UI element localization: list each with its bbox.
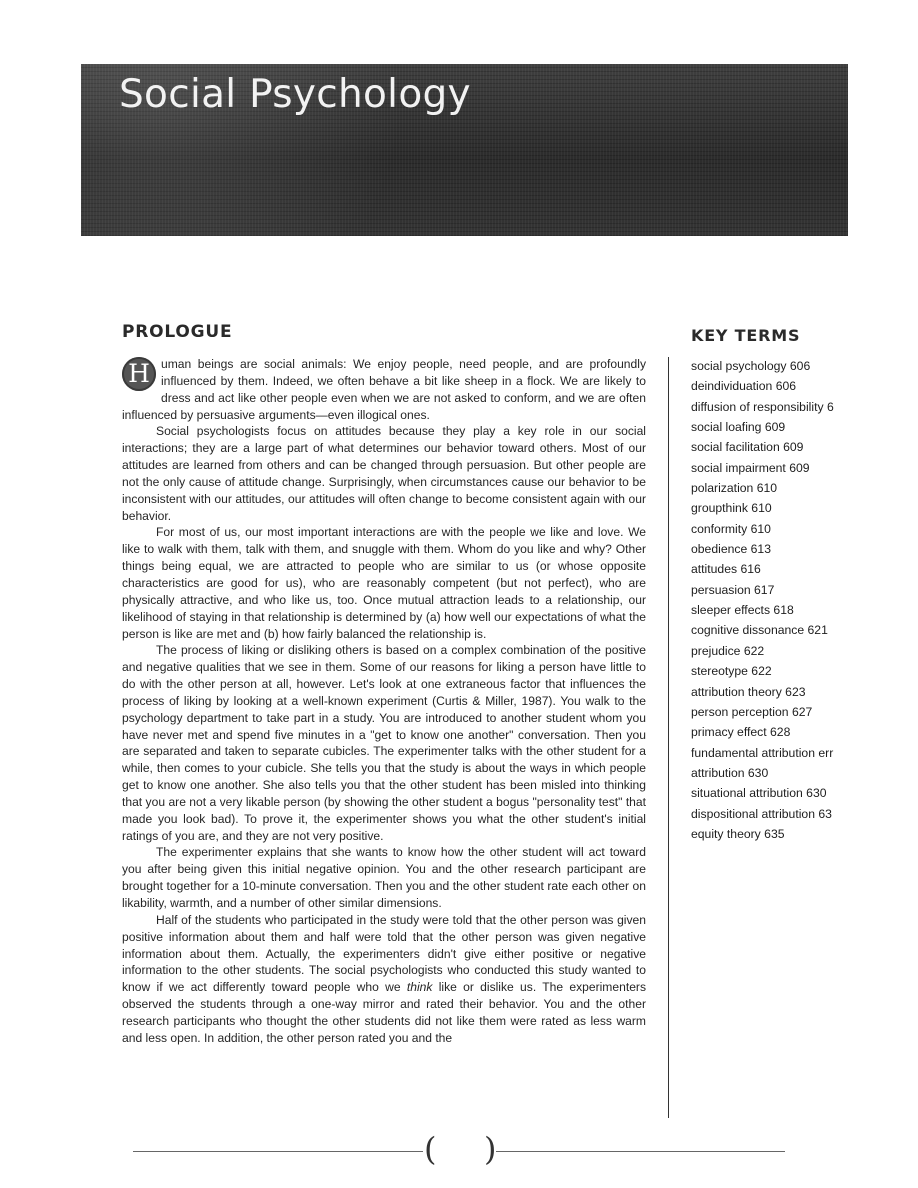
footer-right-bracket: ) [484, 1130, 497, 1168]
paragraph-1 [122, 356, 646, 423]
key-term-item: person perception 627 [691, 704, 813, 719]
key-term-item: conformity 610 [691, 521, 771, 536]
key-term-item: groupthink 610 [691, 501, 772, 516]
paragraph-1-text: uman beings are social animals: We enjoy people, need people, and are profoundly influenced by them. Indeed, we often behave a bit like sheep in a flock. We are likely to dress and act like other people even when we are not asked to conform, and we are often influenced by persuasive arguments—even illogical ones. [122, 357, 646, 422]
key-term-item: attitudes 616 [691, 562, 761, 577]
key-terms-list [691, 358, 848, 846]
paragraph-2: Social psychologists focus on attitudes because they play a key role in our social interactions; they are a large part of what determines our behavior toward others. Most of our attitudes are learned from others and can be changed through persuasion. But other people are not the only cause of attitude change. Surprisingly, when circumstances cause our behavior to be inconsistent with our attitudes, our attitudes will often change to become consistent again with our behavior. [122, 424, 646, 523]
key-term-item: dispositional attribution 63 [691, 806, 832, 821]
key-term-item: situational attribution 630 [691, 786, 827, 801]
key-term-item: cognitive dissonance 621 [691, 623, 828, 638]
paragraph-6 [122, 912, 646, 1047]
key-term-item: social psychology 606 [691, 359, 811, 373]
prologue-text [122, 356, 646, 1047]
key-term-item: social impairment 609 [691, 460, 810, 475]
chapter-title: Social Psychology [119, 72, 471, 117]
key-term-item: persuasion 617 [691, 582, 775, 597]
column-divider [668, 357, 669, 1118]
key-term-item: sleeper effects 618 [691, 603, 794, 618]
footer-rule-right [496, 1151, 785, 1152]
prologue-heading: PROLOGUE [122, 322, 233, 342]
paragraph-5: The experimenter explains that she wants to know how the other student will act toward you after being given this initial negative opinion. You and the other research participant are brought together for a 10-minute conversation. Then you and the other student rate each other on likability, warmth, and a number of other similar dimensions. [122, 845, 646, 910]
key-term-item: fundamental attribution err [691, 745, 834, 760]
key-term-item: diffusion of responsibility 6 [691, 399, 834, 414]
key-term-item: social loafing 609 [691, 420, 786, 435]
drop-cap: H [122, 357, 156, 391]
paragraph-4: The process of liking or disliking others is based on a complex combination of the positive and negative qualities that we see in them. Some of our reasons for liking a person have little to do with the other person at all, however. Let's look at one extraneous factor that influences the process of liking by looking at a well-known experiment (Curtis & Miller, 1987). You walk to the psychology department to take part in a study. You are introduced to another student whom you have never met and spend five minutes in a "get to know one another" conversation. Then you are separated and taken to separate cubicles. The experimenter talks with the other student for a while, then comes to your cubicle. She tells you that the study is about the ways in which people get to know one another. She also tells you that the other student has been misled into thinking that you are not a very likable person (by showing the other student a bogus "personality test" that made you look bad). To prove it, the experimenter shows you what the other student's initial ratings of you are, and they are not very positive. [122, 643, 646, 843]
key-term-item: polarization 610 [691, 481, 778, 496]
footer-left-bracket: ( [424, 1130, 437, 1168]
key-term-item: primacy effect 628 [691, 725, 791, 740]
key-term-item: deindividuation 606 [691, 379, 797, 394]
paragraph-6-emphasis: think [406, 980, 433, 995]
paragraph-6-text-b: like or dislike us. The experimenters observed the students through a one-way mirror and rated their behavior. You and the other research participants who thought the other students did not like them were rated as less warm and less open. In addition, the other person rated you and the [122, 980, 646, 1045]
key-term-item: obedience 613 [691, 542, 771, 557]
key-term-item: attribution 630 [691, 765, 769, 780]
key-term-item: attribution theory 623 [691, 684, 806, 699]
key-terms-heading: KEY TERMS [691, 326, 801, 345]
key-term-item: equity theory 635 [691, 826, 785, 841]
paragraph-6-text-a: Half of the students who participated in the study were told that the other person was given positive information about them and half were told that the other person was given negative information about them. Actually, the experimenters didn't give either positive or negative information to the other students. The social psychologists who conducted this study wanted to know if we act differently toward people who we [122, 912, 646, 995]
key-term-item: social facilitation 609 [691, 440, 804, 455]
footer-rule-left [133, 1151, 423, 1152]
paragraph-3: For most of us, our most important interactions are with the people we like and love. We like to walk with them, talk with them, and snuggle with them. Whom do you like and why? Other things being equal, we are attracted to people who are similar to us (or whose opposite characteristics are good for us), who are reasonably competent (but not perfect), who are physically attractive, and who like us, too. Once mutual attraction leads to a relationship, our likelihood of staying in that relationship is determined by (a) how well our expectations of what the person is like are met and (b) how fairly balanced the relationship is. [122, 525, 646, 641]
key-term-item: prejudice 622 [691, 643, 765, 658]
chapter-banner [81, 64, 848, 236]
key-term-item: stereotype 622 [691, 664, 772, 679]
